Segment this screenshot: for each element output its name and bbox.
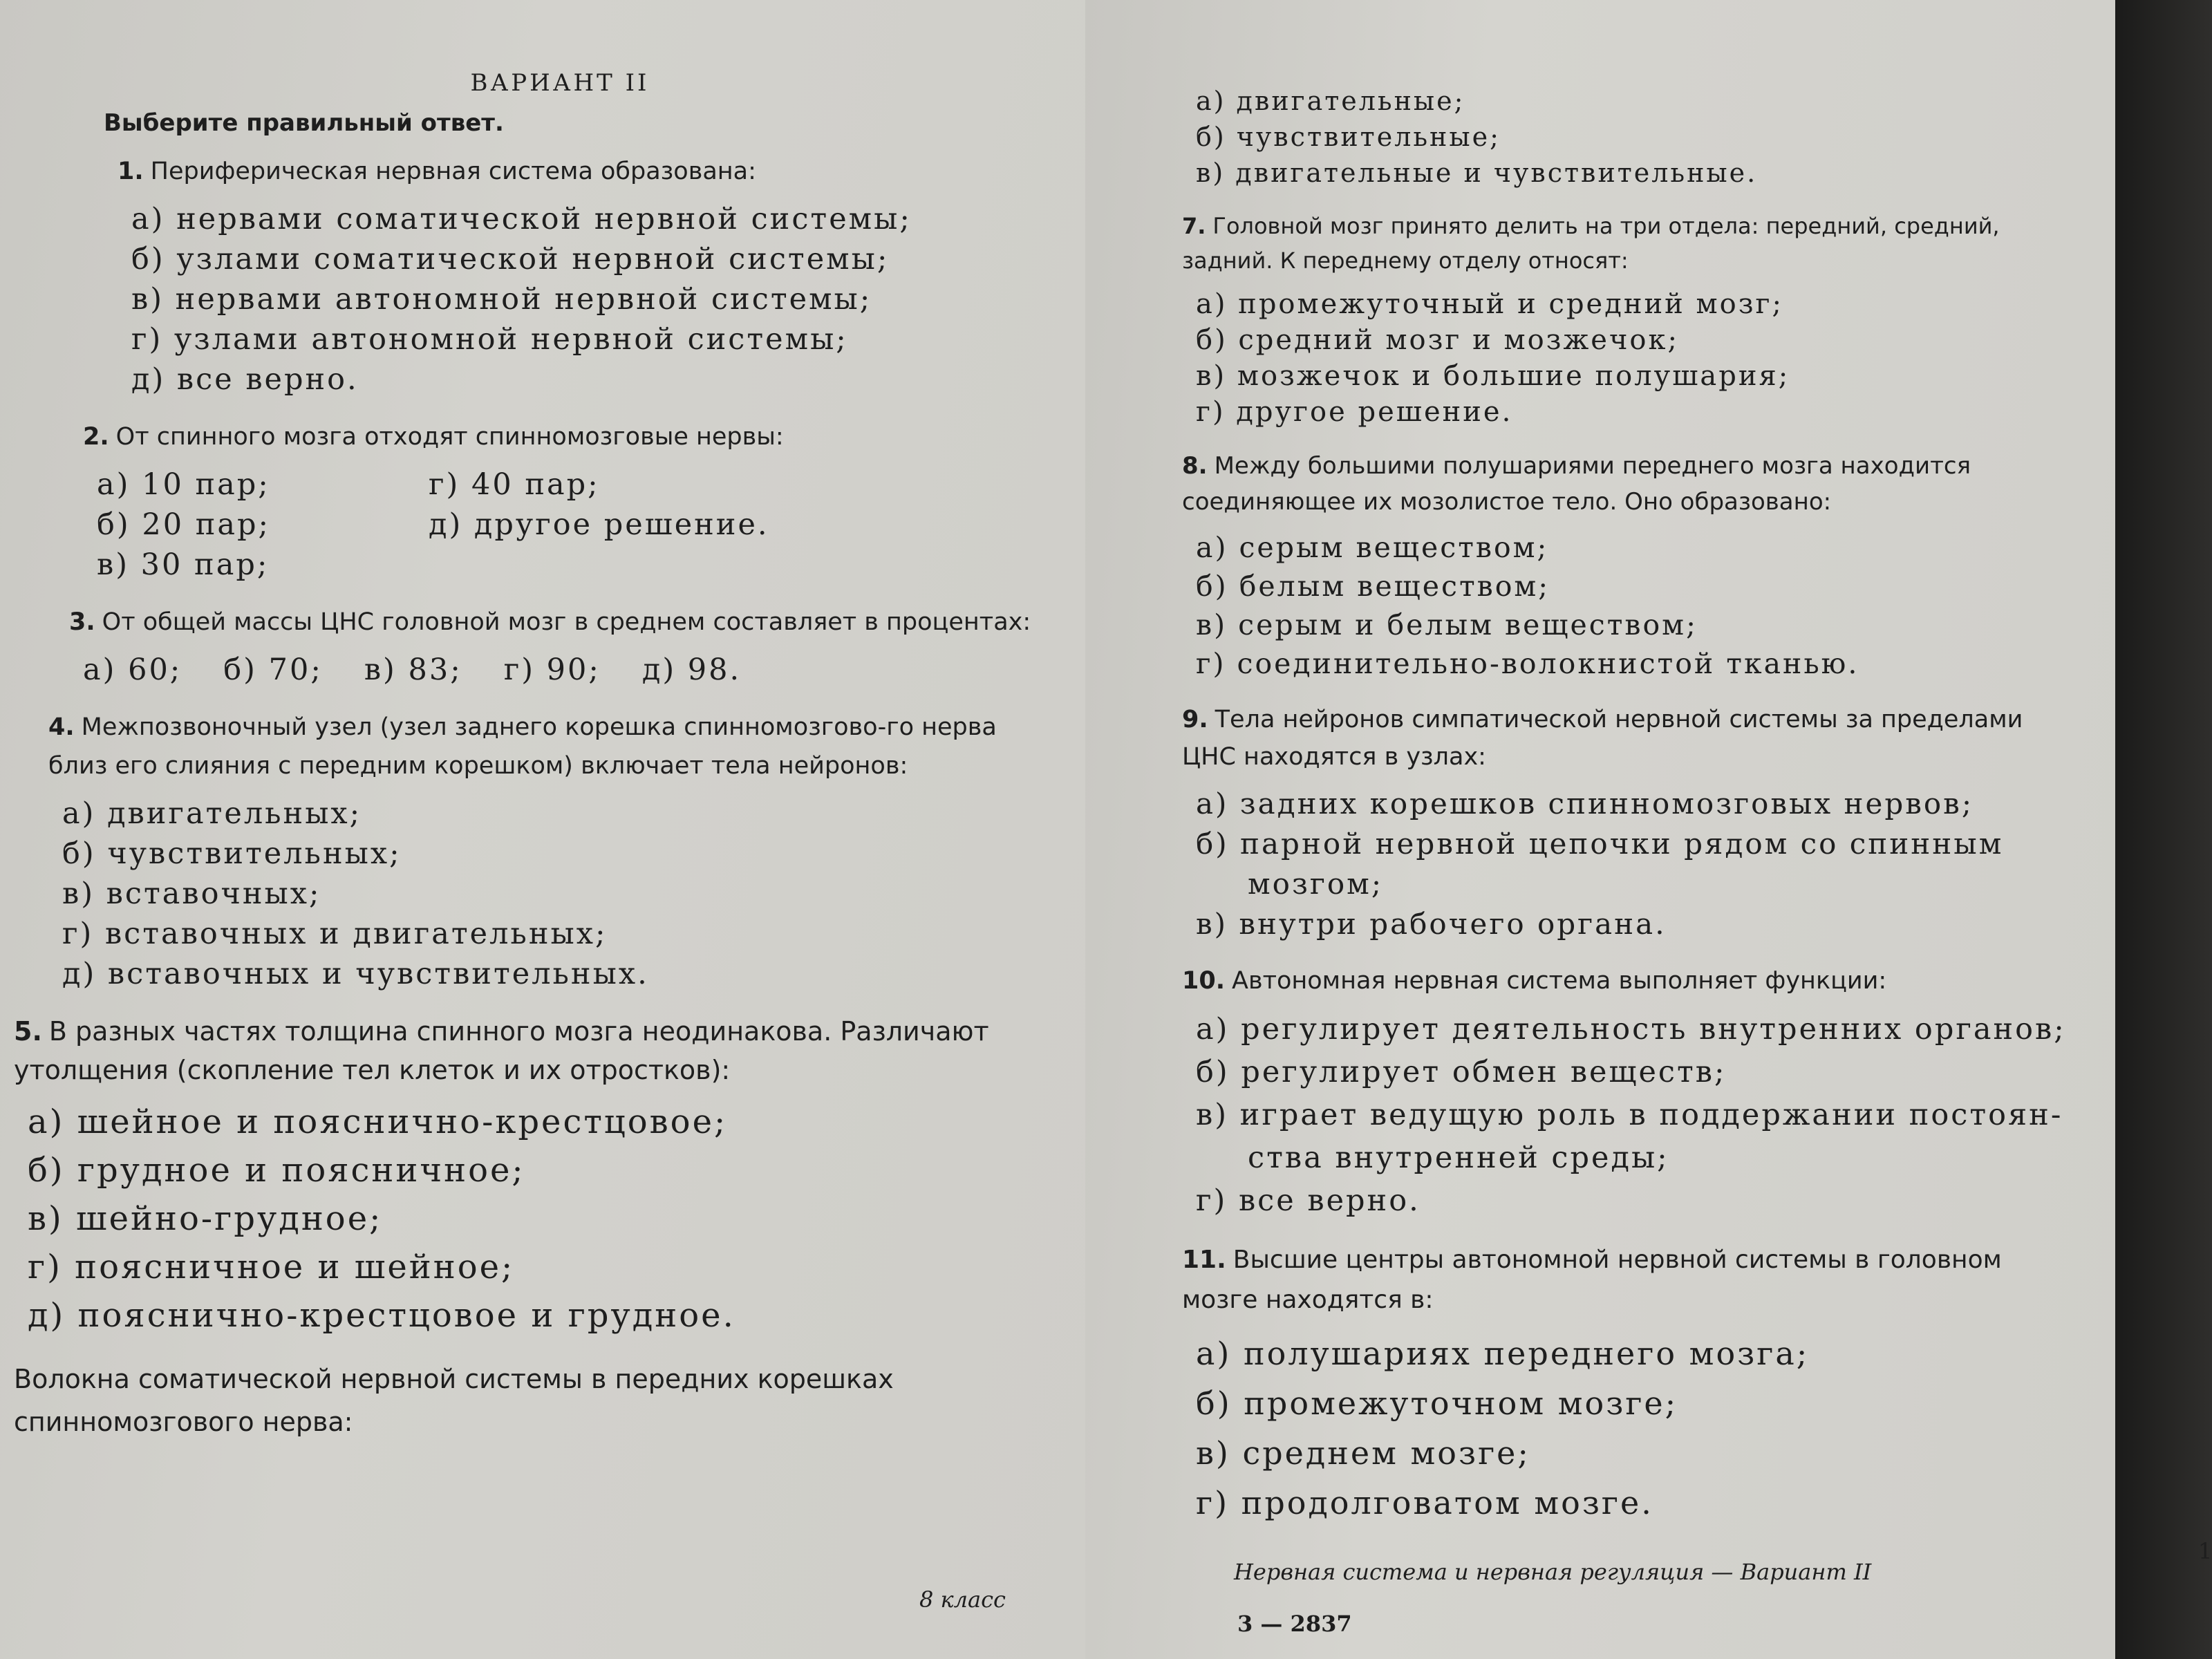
question-number: 3. <box>69 608 95 636</box>
question-number: 5. <box>14 1016 42 1047</box>
options-row <box>83 650 1051 690</box>
question-text: Автономная нервная система выполняет функции: <box>1232 967 1887 995</box>
background-edge <box>2115 0 2212 1659</box>
question-text: От спинного мозга отходят спинномозговые нервы: <box>115 423 784 451</box>
options-list <box>1196 1329 2067 1528</box>
option: г) соединительно-волокнистой тканью. <box>1196 647 1859 680</box>
option: в) внутри рабочего органа. <box>1196 907 1667 941</box>
option: г) 40 пар; <box>429 467 600 502</box>
question-number: 8. <box>1182 452 1208 480</box>
footer-title: Нервная система и нервная регуляция — Вариант II <box>1234 1559 1872 1585</box>
question-11 <box>1182 1240 2067 1528</box>
question-7 <box>1182 209 2012 430</box>
question-3 <box>69 603 1051 690</box>
question-text: Межпозвоночный узел (узел заднего корешка спинномозгово-го нерва близ его слияния с передним корешком) включает тела нейронов: <box>48 713 997 780</box>
question-number: 7. <box>1182 213 1206 239</box>
option: г) вставочных и двигательных; <box>62 917 608 951</box>
question-text: Периферическая нервная система образована: <box>150 158 756 185</box>
option: мозгом; <box>1248 867 1383 901</box>
options-list <box>1196 1008 2067 1222</box>
option: д) пояснично-крестцовое и грудное. <box>28 1296 735 1335</box>
option: в) шейно-грудное; <box>28 1199 383 1238</box>
option: г) все верно. <box>1196 1183 1421 1218</box>
option: б) промежуточном мозге; <box>1196 1385 1678 1422</box>
question-6-options <box>1196 83 2074 191</box>
question-5 <box>14 1012 1051 1340</box>
option: а) серым веществом; <box>1196 531 1549 564</box>
footer-grade: 8 класс <box>919 1586 1006 1613</box>
option: а) двигательные; <box>1196 86 1465 116</box>
option: а) промежуточный и средний мозг; <box>1196 288 1783 320</box>
question-number: 10. <box>1182 967 1226 995</box>
option: б) чувствительных; <box>62 836 402 871</box>
question-10 <box>1182 962 2067 1222</box>
option: д) вставочных и чувствительных. <box>62 957 649 991</box>
option: в) двигательные и чувствительные. <box>1196 158 1758 188</box>
options-list <box>1196 528 2012 683</box>
left-page <box>0 0 1085 1659</box>
option: б) регулирует обмен веществ; <box>1196 1055 1727 1089</box>
options-list <box>1196 784 2053 944</box>
question-text: Высшие центры автономной нервной системы в головном мозге находятся в: <box>1182 1246 2002 1314</box>
option: б) 20 пар; <box>97 507 271 542</box>
option: в) мозжечок и большие полушария; <box>1196 360 1790 392</box>
option: д) 98. <box>641 653 742 687</box>
options-list <box>62 794 1044 994</box>
option: г) 90; <box>503 653 601 687</box>
question-9 <box>1182 701 2053 944</box>
variant-heading: ВАРИАНТ II <box>470 69 650 97</box>
options-list <box>1196 286 2012 430</box>
option: б) 70; <box>223 653 323 687</box>
option: д) другое решение. <box>429 507 769 542</box>
option: в) 30 пар; <box>97 547 270 582</box>
footer-code: 3 — 2837 <box>1237 1611 1352 1637</box>
option: а) 10 пар; <box>97 467 270 502</box>
option: в) серым и белым веществом; <box>1196 608 1698 641</box>
option: г) поясничное и шейное; <box>28 1248 515 1286</box>
options-list <box>131 199 1058 400</box>
option: а) нервами соматической нервной системы; <box>131 202 912 236</box>
option: в) среднем мозге; <box>1196 1434 1530 1472</box>
option: в) играет ведущую роль в поддержании постоян- <box>1196 1098 2063 1132</box>
options-list <box>28 1098 1051 1340</box>
option: б) белым веществом; <box>1196 570 1550 603</box>
option: ства внутренней среды; <box>1248 1141 1669 1175</box>
option: в) вставочных; <box>62 877 321 911</box>
option: г) узлами автономной нервной системы; <box>131 322 848 357</box>
question-2 <box>83 418 1058 585</box>
question-8 <box>1182 448 2012 683</box>
question-text: Тела нейронов симпатической нервной системы за пределами ЦНС находятся в узлах: <box>1182 706 2023 771</box>
option: в) нервами автономной нервной системы; <box>131 282 872 317</box>
question-6-text: Волокна соматической нервной системы в передних корешках спинномозгового нерва: <box>14 1364 894 1437</box>
option: д) все верно. <box>131 362 359 397</box>
option: г) продолговатом мозге. <box>1196 1484 1653 1521</box>
option: в) 83; <box>364 653 462 687</box>
option: б) средний мозг и мозжечок; <box>1196 324 1679 356</box>
options-grid <box>97 465 1058 585</box>
page-edge-number: 1 <box>2198 1538 2212 1564</box>
option: г) другое решение. <box>1196 396 1513 428</box>
question-4 <box>48 708 1044 994</box>
option: а) шейное и пояснично-крестцовое; <box>28 1103 728 1141</box>
option: б) грудное и поясничное; <box>28 1151 525 1190</box>
instruction-text: Выберите правильный ответ. <box>104 109 504 137</box>
option: а) полушариях переднего мозга; <box>1196 1335 1810 1372</box>
question-number: 2. <box>83 423 109 451</box>
question-number: 11. <box>1182 1246 1226 1274</box>
question-number: 4. <box>48 713 75 741</box>
option: а) 60; <box>83 653 182 687</box>
question-text: Между большими полушариями переднего мозга находится соединяющее их мозолистое тело. Оно образовано: <box>1182 452 1971 516</box>
question-text: От общей массы ЦНС головной мозг в среднем составляет в процентах: <box>102 608 1031 636</box>
right-page <box>1085 0 2115 1659</box>
option: б) узлами соматической нервной системы; <box>131 242 890 276</box>
question-text: В разных частях толщина спинного мозга неодинакова. Различают утолщения (скопление тел клеток и их отростков): <box>14 1016 989 1085</box>
question-number: 9. <box>1182 706 1208 733</box>
option: а) задних корешков спинномозговых нервов; <box>1196 787 1974 821</box>
option: б) парной нервной цепочки рядом со спинным <box>1196 827 2004 861</box>
option: а) двигательных; <box>62 796 362 831</box>
question-text: Головной мозг принято делить на три отдела: передний, средний, задний. К переднему отделу относят: <box>1182 213 2000 274</box>
question-1 <box>118 152 1058 400</box>
question-number: 1. <box>118 158 144 185</box>
option: а) регулирует деятельность внутренних органов; <box>1196 1012 2066 1047</box>
option: б) чувствительные; <box>1196 122 1501 152</box>
